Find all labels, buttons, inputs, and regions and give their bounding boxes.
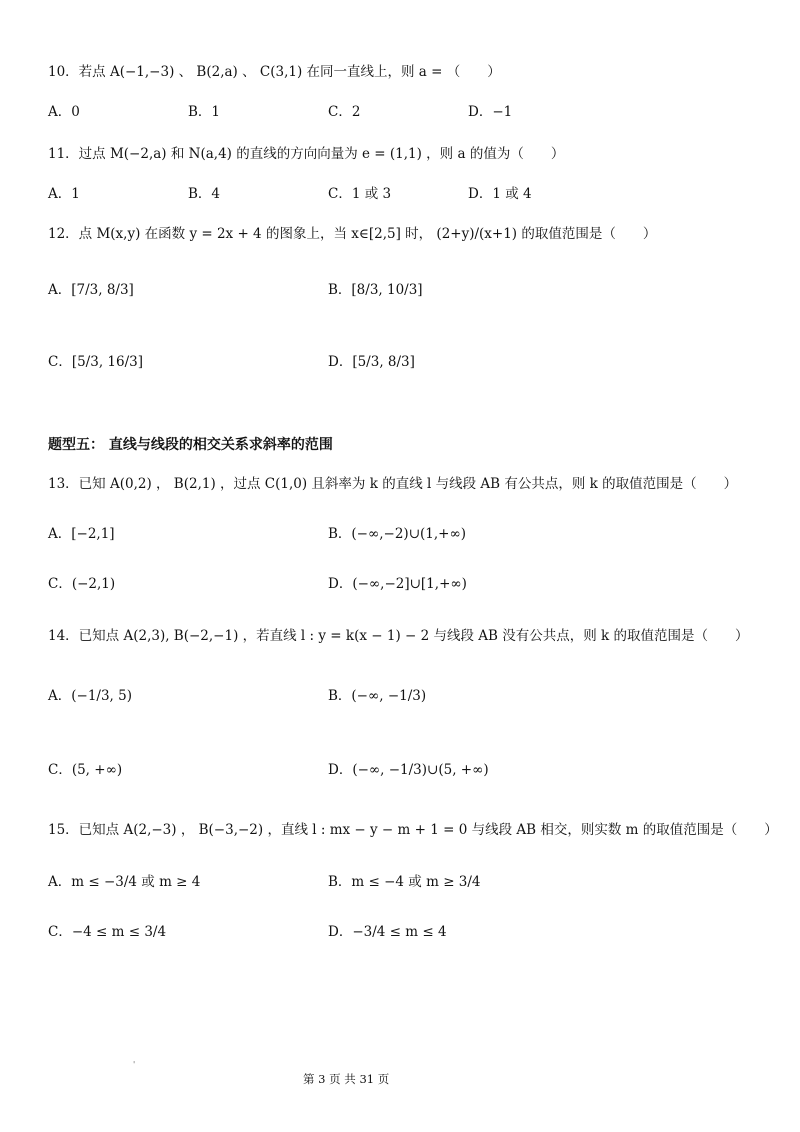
question-12-option-d: D．[5/3, 8/3] (328, 354, 415, 370)
question-10-option-d: D．−1 (468, 104, 513, 120)
question-12-option-a: A．[7/3, 8/3] (48, 282, 134, 298)
question-13-option-b: B．(−∞,−2)∪(1,+∞) (328, 526, 466, 542)
question-14-option-d: D．(−∞, −1/3)∪(5, +∞) (328, 762, 489, 778)
question-13-option-a: A．[−2,1] (48, 526, 115, 542)
question-15-option-a: A．m ≤ −3/4 或 m ≥ 4 (48, 874, 201, 890)
question-13-option-c: C．(−2,1) (48, 576, 116, 592)
question-11-option-c: C．1 或 3 (328, 186, 392, 202)
question-14-stem: 14．已知点 A(2,3), B(−2,−1) ，若直线 l : y = k(x − 1) − 2 与线段 AB 没有公共点，则 k 的取值范围是（ ） (48, 628, 749, 644)
footer-mark: ' (133, 1060, 136, 1069)
question-12-option-c: C．[5/3, 16/3] (48, 354, 143, 370)
question-10-option-c: C．2 (328, 104, 361, 120)
question-11-option-d: D．1 或 4 (468, 186, 532, 202)
section-title: 题型五： 直线与线段的相交关系求斜率的范围 (48, 437, 333, 453)
question-13-stem: 13．已知 A(0,2) ， B(2,1) ，过点 C(1,0) 且斜率为 k 的直线 l 与线段 AB 有公共点，则 k 的取值范围是（ ） (48, 476, 738, 492)
question-10-option-a: A．0 (48, 104, 80, 120)
question-12-option-b: B．[8/3, 10/3] (328, 282, 423, 298)
question-11-option-b: B．4 (188, 186, 221, 202)
question-15-option-c: C．−4 ≤ m ≤ 3/4 (48, 924, 167, 940)
question-15-option-b: B．m ≤ −4 或 m ≥ 3/4 (328, 874, 481, 890)
question-14-option-c: C．(5, +∞) (48, 762, 123, 778)
question-10-stem: 10．若点 A(−1,−3) 、 B(2,a) 、 C(3,1) 在同一直线上，则 a = （ ） (48, 64, 501, 80)
page-number: 第 3 页 共 31 页 (303, 1072, 390, 1086)
question-13-option-d: D．(−∞,−2]∪[1,+∞) (328, 576, 467, 592)
question-11-stem: 11．过点 M(−2,a) 和 N(a,4) 的直线的方向向量为 e = (1,1) ，则 a 的值为（ ） (48, 146, 565, 162)
question-11-option-a: A．1 (48, 186, 80, 202)
question-12-stem: 12．点 M(x,y) 在函数 y = 2x + 4 的图象上，当 x∈[2,5] 时， (2+y)/(x+1) 的取值范围是（ ） (48, 226, 657, 242)
question-14-option-a: A．(−1/3, 5) (48, 688, 132, 704)
question-10-option-b: B．1 (188, 104, 221, 120)
question-15-stem: 15．已知点 A(2,−3) ， B(−3,−2) ，直线 l : mx − y − m + 1 = 0 与线段 AB 相交，则实数 m 的取值范围是（ ） (48, 822, 778, 838)
question-15-option-d: D．−3/4 ≤ m ≤ 4 (328, 924, 447, 940)
question-14-option-b: B．(−∞, −1/3) (328, 688, 427, 704)
